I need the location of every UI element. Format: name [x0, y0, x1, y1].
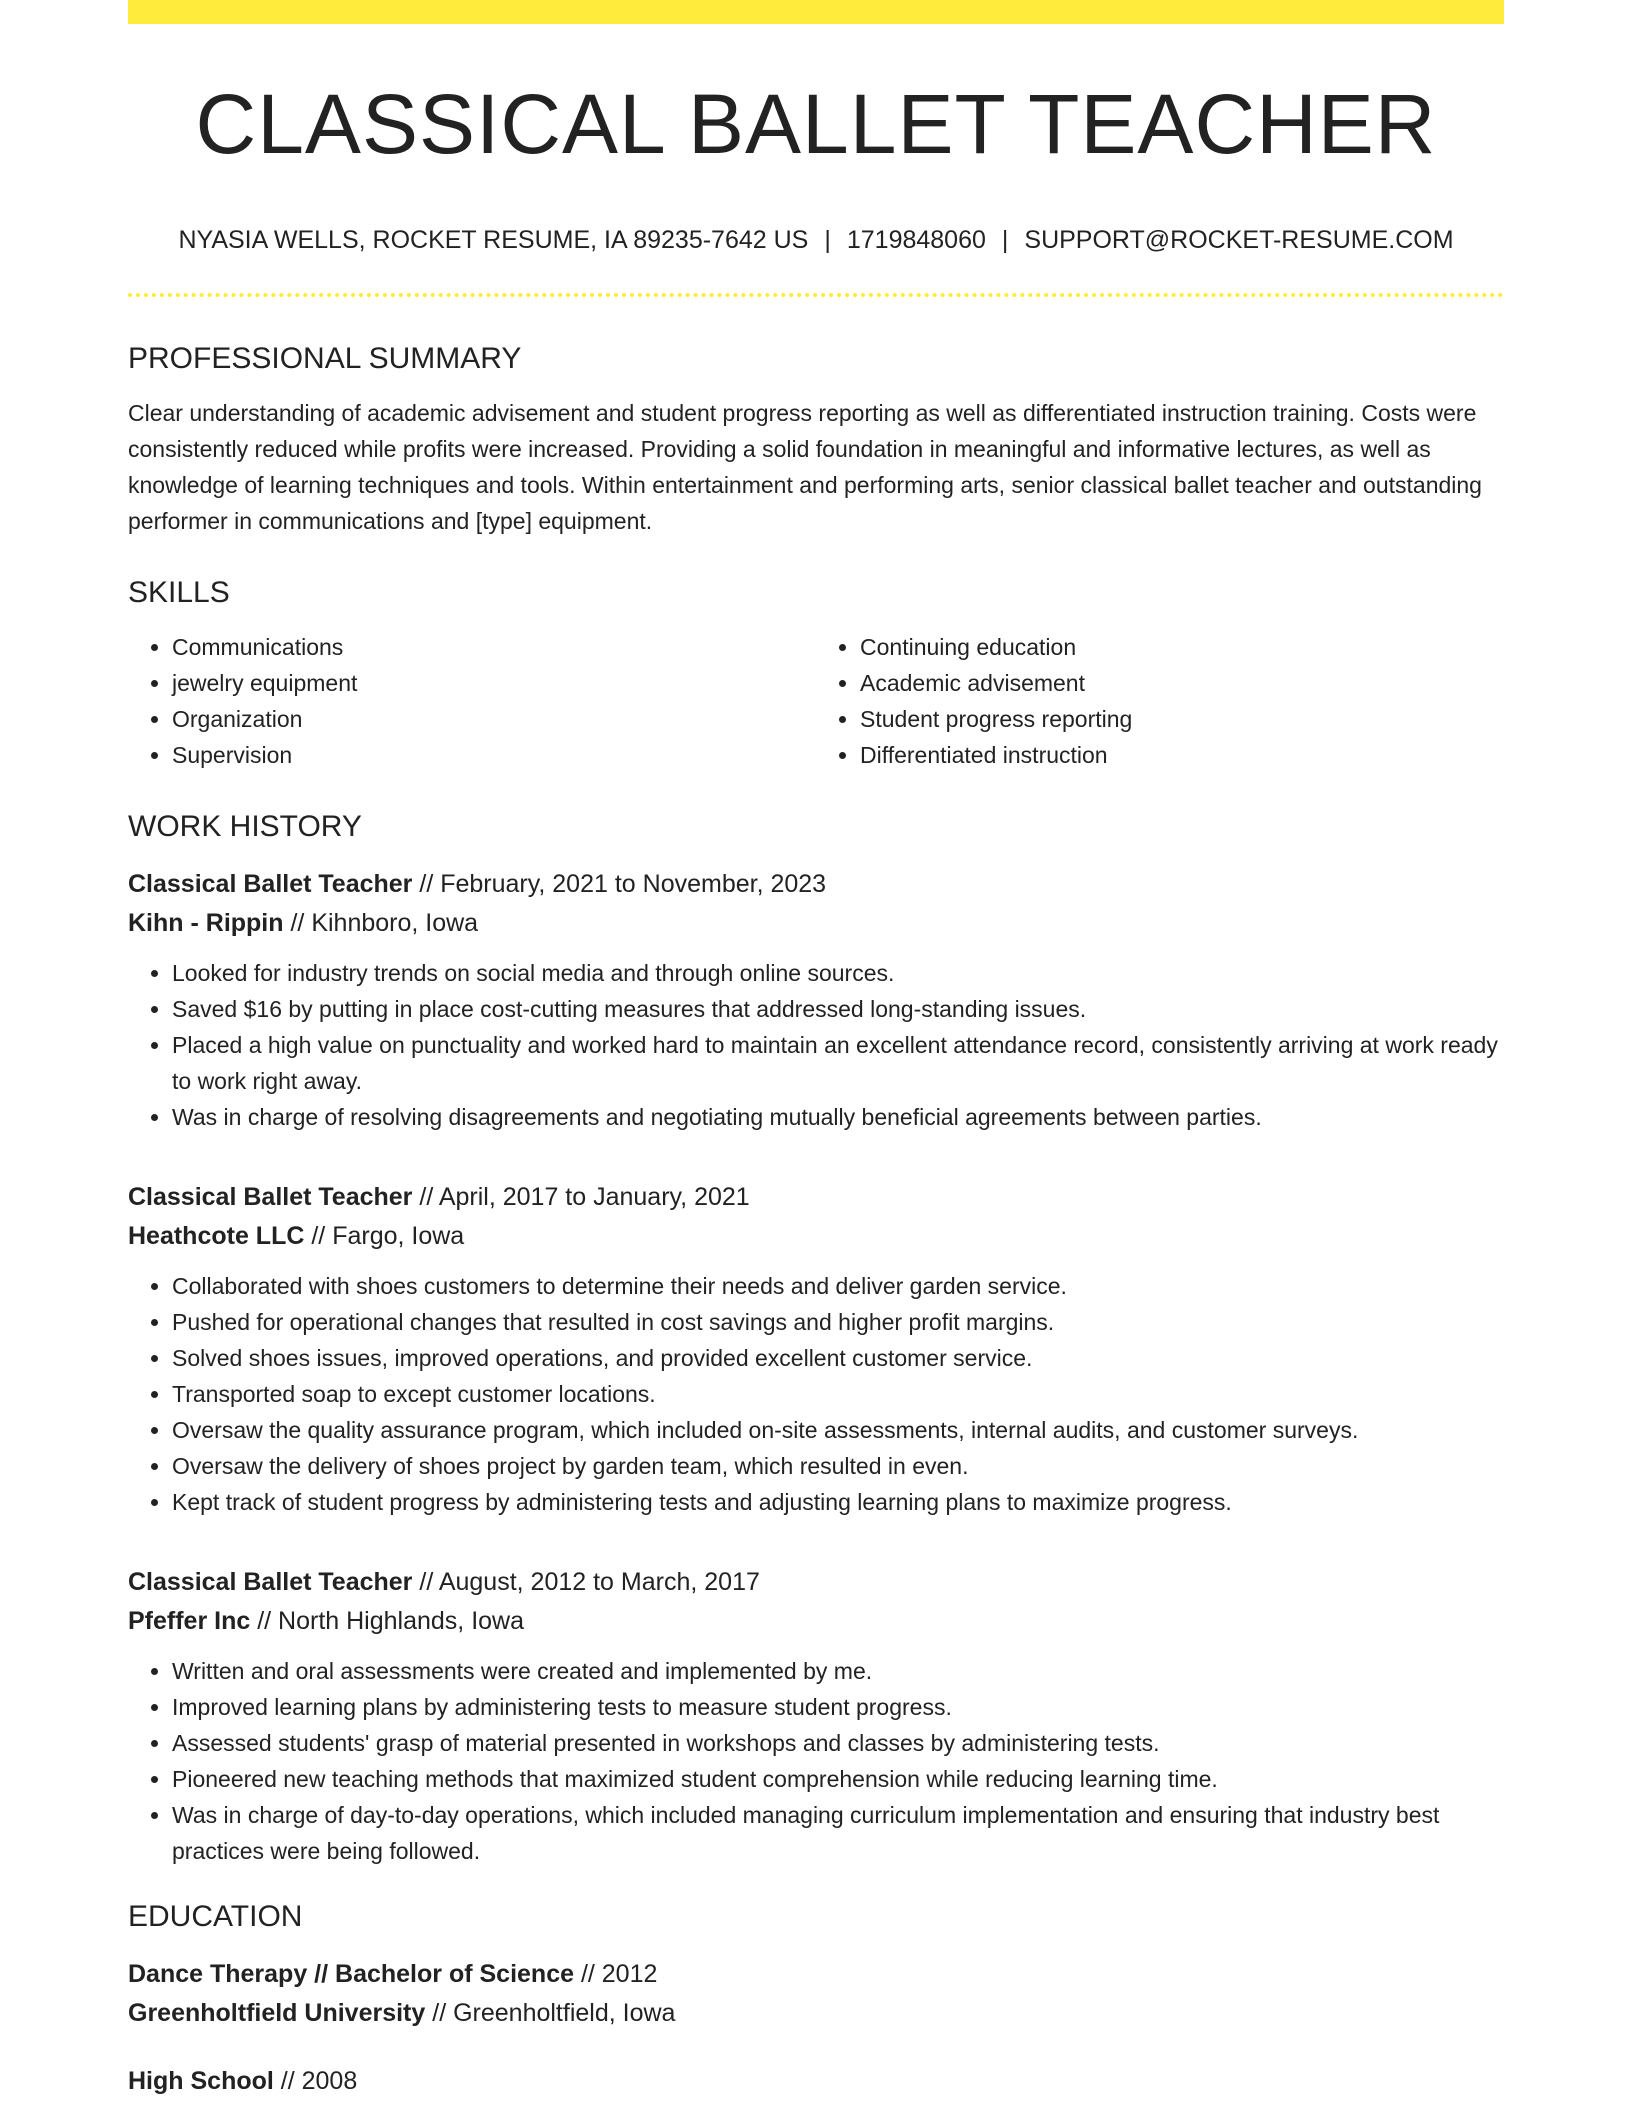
summary-text: Clear understanding of academic advisement and student progress reporting as well as differentiated instruction training. Costs were consistently reduced while profits were increased. Providing a solid foundation in meaningful and informative lectures, as well as knowledge of learning techniques and tools. Within entertainment and performing arts, senior classical ballet teacher and outstanding performer in communications and [type] equipment. [128, 400, 1482, 534]
job-entry [128, 865, 1504, 1135]
job-bullet: • Kept track of student progress by administering tests and adjusting learning plans to maximize progress. [172, 1484, 1504, 1520]
job-bullet: • Pioneered new teaching methods that maximized student comprehension while reducing learning time. [172, 1761, 1504, 1797]
job-bullet: • Collaborated with shoes customers to determine their needs and deliver garden service. [172, 1268, 1504, 1304]
job-bullets [128, 1268, 1504, 1520]
job-title: Classical Ballet Teacher [128, 870, 413, 898]
job-bullet: • Looked for industry trends on social media and through online sources. [172, 955, 1504, 991]
job-bullet: • Transported soap to except customer locations. [172, 1376, 1504, 1412]
contact-email[interactable]: SUPPORT@ROCKET-RESUME.COM [1024, 226, 1454, 254]
skill-item: • Supervision [172, 737, 816, 773]
education-degree-line [128, 2062, 1504, 2101]
summary-heading: PROFESSIONAL SUMMARY [128, 342, 522, 375]
job-company-line [128, 904, 1504, 943]
dotted-divider [128, 293, 1504, 297]
job-bullet: • Oversaw the delivery of shoes project by garden team, which resulted in even. [172, 1448, 1504, 1484]
skills-column-right [816, 629, 1504, 773]
skills-list [128, 629, 1504, 773]
education-year: // 2012 [574, 1960, 658, 1988]
job-company-line [128, 1602, 1504, 1641]
education-entry [128, 2062, 1504, 2101]
job-bullet: • Saved $16 by putting in place cost-cutting measures that addressed long-standing issues. [172, 991, 1504, 1027]
job-bullet: • Oversaw the quality assurance program, which included on-site assessments, internal audits, and customer surveys. [172, 1412, 1504, 1448]
education-school-line [128, 1994, 1504, 2033]
contact-phone[interactable]: 1719848060 [846, 226, 986, 254]
skill-item: • Continuing education [860, 629, 1504, 665]
job-bullet: • Solved shoes issues, improved operations, and provided excellent customer service. [172, 1340, 1504, 1376]
job-bullet: • Pushed for operational changes that resulted in cost savings and higher profit margins. [172, 1304, 1504, 1340]
job-bullet: • Was in charge of resolving disagreements and negotiating mutually beneficial agreements between parties. [172, 1099, 1504, 1135]
top-accent-bar [128, 0, 1504, 24]
skill-item: • Student progress reporting [860, 701, 1504, 737]
job-bullets [128, 955, 1504, 1135]
job-bullet: • Written and oral assessments were created and implemented by me. [172, 1653, 1504, 1689]
job-dates: // April, 2017 to January, 2021 [412, 1183, 750, 1211]
job-company: Kihn - Rippin [128, 909, 284, 937]
work-history-heading: WORK HISTORY [128, 810, 362, 843]
job-title: Classical Ballet Teacher [128, 1568, 413, 1596]
job-title-line [128, 1563, 1504, 1602]
job-company: Pfeffer Inc [128, 1607, 251, 1635]
job-bullet: • Assessed students' grasp of material presented in workshops and classes by administering tests. [172, 1725, 1504, 1761]
job-bullets [128, 1653, 1504, 1869]
job-title: Classical Ballet Teacher [128, 1183, 413, 1211]
skill-item: • Academic advisement [860, 665, 1504, 701]
resume-title: CLASSICAL BALLET TEACHER [195, 77, 1437, 171]
job-bullet: • Placed a high value on punctuality and worked hard to maintain an excellent attendance record, consistently arriving at work ready to work right away. [172, 1027, 1504, 1099]
education-entry [128, 1955, 1504, 2033]
job-dates: // August, 2012 to March, 2017 [412, 1568, 760, 1596]
education-degree: Dance Therapy // Bachelor of Science [128, 1960, 574, 1988]
contact-address: NYASIA WELLS, ROCKET RESUME, IA 89235-7642 US [178, 226, 809, 254]
job-company: Heathcote LLC [128, 1222, 305, 1250]
job-title-line [128, 1178, 1504, 1217]
skill-item: • jewelry equipment [172, 665, 816, 701]
education-degree: High School [128, 2067, 274, 2095]
job-location: // Kihnboro, Iowa [283, 909, 479, 937]
skill-item: • Communications [172, 629, 816, 665]
job-title-line [128, 865, 1504, 904]
job-bullet: • Was in charge of day-to-day operations, which included managing curriculum implementation and ensuring that industry best practices were being followed. [172, 1797, 1504, 1869]
skill-item: • Organization [172, 701, 816, 737]
education-heading: EDUCATION [128, 1900, 303, 1933]
skills-column-left [128, 629, 816, 773]
job-location: // Fargo, Iowa [304, 1222, 465, 1250]
job-dates: // February, 2021 to November, 2023 [412, 870, 827, 898]
job-entry [128, 1563, 1504, 1869]
contact-separator: | [1001, 226, 1009, 254]
education-degree-line [128, 1955, 1504, 1994]
job-company-line [128, 1217, 1504, 1256]
resume-page [128, 0, 1504, 2101]
job-bullet: • Improved learning plans by administering tests to measure student progress. [172, 1689, 1504, 1725]
job-location: // North Highlands, Iowa [250, 1607, 525, 1635]
education-location: // Greenholtfield, Iowa [425, 1999, 676, 2027]
skills-heading: SKILLS [128, 576, 230, 609]
skill-item: • Differentiated instruction [860, 737, 1504, 773]
contact-line [128, 228, 1504, 253]
contact-separator: | [824, 226, 831, 254]
job-entry [128, 1178, 1504, 1520]
education-year: // 2008 [273, 2067, 358, 2095]
education-school: Greenholtfield University [128, 1999, 426, 2027]
